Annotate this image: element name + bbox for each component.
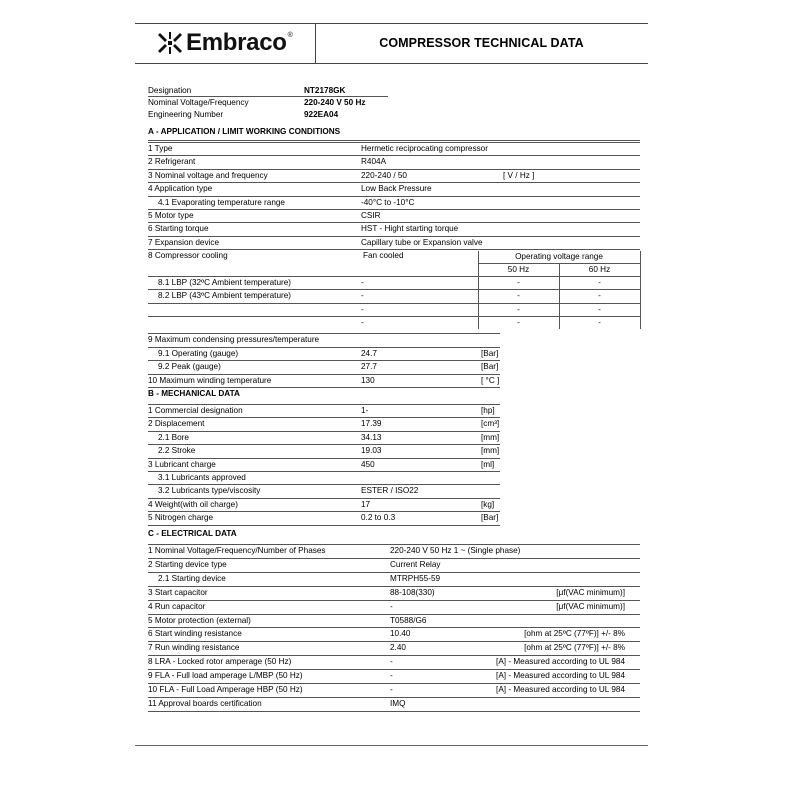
row-rule <box>148 697 640 698</box>
row-label: 9.2 Peak (gauge) <box>158 362 221 372</box>
row-unit: [Bar] <box>481 513 499 523</box>
row-label: 10 FLA - Full Load Amperage HBP (50 Hz) <box>148 685 303 694</box>
row-value: 450 <box>361 459 375 469</box>
row-label: 7 Expansion device <box>148 237 220 247</box>
cooling-row-label: 8.1 LBP (32ºC Ambient temperature) <box>158 277 291 287</box>
row-rule <box>148 683 640 684</box>
cooling-row-50hz: - <box>517 304 520 314</box>
row-rule <box>148 404 500 405</box>
row-value: Low Back Pressure <box>361 184 432 194</box>
row-rule <box>148 484 500 485</box>
row-label: 4 Application type <box>148 184 213 194</box>
row-unit: [A] - Measured according to UL 984 <box>496 657 625 667</box>
row-label: 1 Commercial designation <box>148 406 243 415</box>
row-unit: [ohm at 25ºC (77ºF)] +/- 8% <box>524 643 625 653</box>
row-rule <box>148 155 640 156</box>
row-rule <box>148 444 500 445</box>
row-label: 6 Start winding resistance <box>148 629 242 639</box>
row-rule <box>148 572 640 573</box>
row-label: 8 LRA - Locked rotor amperage (50 Hz) <box>148 657 292 667</box>
row-rule <box>148 586 640 587</box>
row-value: 10.40 <box>390 629 411 639</box>
section-b-title: B - MECHANICAL DATA <box>148 389 240 398</box>
row-value: - <box>390 671 393 681</box>
row-label: 2 Refrigerant <box>148 157 196 167</box>
row-label: 9 FLA - Full load amperage L/MBP (50 Hz) <box>148 671 303 681</box>
row-label: 3 Nominal voltage and frequency <box>148 170 268 180</box>
cooling-row-60hz: - <box>598 317 601 327</box>
info-rule <box>148 96 388 97</box>
row-value: 220-240 / 50 <box>361 170 407 180</box>
cooling-row-50hz: - <box>517 277 520 287</box>
row-value: 2.40 <box>390 643 406 653</box>
row-unit: [mm] <box>481 432 500 442</box>
cooling-row-60hz: - <box>598 291 601 301</box>
row-value: - <box>390 601 393 611</box>
row-label: 2.1 Bore <box>158 432 189 442</box>
row-value: Capillary tube or Expansion valve <box>361 237 483 247</box>
row-value: CSIR <box>361 211 381 220</box>
section-c-title: C - ELECTRICAL DATA <box>148 529 237 538</box>
row-value: 19.03 <box>361 446 382 456</box>
row-rule <box>148 333 500 334</box>
row-rule <box>148 498 500 499</box>
designation-label: Designation <box>148 86 192 95</box>
row-unit: [ V / Hz ] <box>503 170 535 180</box>
row-rule <box>148 711 640 712</box>
row-value: 130 <box>361 375 375 385</box>
cooling-row-value: - <box>361 291 364 301</box>
row-value: 220-240 V 50 Hz 1 ~ (Single phase) <box>390 546 521 555</box>
row-rule <box>148 627 640 628</box>
header-bottom-rule <box>135 63 648 64</box>
row-label: 6 Starting torque <box>148 224 209 234</box>
row-label: 2 Displacement <box>148 419 205 429</box>
cooling-row-label: 8.2 LBP (43ºC Ambient temperature) <box>158 291 291 301</box>
row-unit: [ml] <box>481 459 495 469</box>
row-rule <box>148 471 500 472</box>
row-rule <box>148 641 640 642</box>
brand-name: Embraco <box>186 29 287 56</box>
row-rule <box>148 249 640 250</box>
row-label: 2.1 Starting device <box>158 573 226 583</box>
cooling-row-rule <box>148 276 640 277</box>
row-label: 1 Type <box>148 144 173 153</box>
embraco-logo <box>158 26 293 60</box>
row-rule <box>148 544 640 545</box>
operating-voltage-range-header: Operating voltage range <box>515 252 603 261</box>
row-rule <box>148 600 640 601</box>
row-value: ESTER / ISO22 <box>361 486 419 496</box>
row-label: 10 Maximum winding temperature <box>148 375 272 385</box>
cooling-row-value: - <box>361 304 364 314</box>
row-rule <box>148 558 640 559</box>
row-rule <box>148 222 640 223</box>
row-rule <box>148 209 640 210</box>
row-label: 2 Starting device type <box>148 559 227 569</box>
cooling-row-rule <box>148 303 640 304</box>
row-value: 0.2 to 0.3 <box>361 513 396 523</box>
row-rule <box>148 614 640 615</box>
row-value: R404A <box>361 157 387 167</box>
row-unit: [Bar] <box>481 362 499 372</box>
row-unit: [Bar] <box>481 348 499 358</box>
cooling-value: Fan cooled <box>363 251 404 261</box>
row-rule <box>148 374 500 375</box>
row-value: - <box>390 657 393 667</box>
row-label: 4.1 Evaporating temperature range <box>158 197 285 207</box>
row-value: T0588/G6 <box>390 615 427 625</box>
col-60hz-header: 60 Hz <box>588 265 611 274</box>
cooling-row-60hz: - <box>598 304 601 314</box>
row-unit: [A] - Measured according to UL 984 <box>496 685 625 694</box>
col-50hz-header: 50 Hz <box>507 265 530 274</box>
row-label: 3 Start capacitor <box>148 587 208 597</box>
footer-rule <box>135 745 648 746</box>
cooling-label: 8 Compressor cooling <box>148 251 228 261</box>
row-label: 11 Approval boards certification <box>148 698 262 708</box>
cooling-row-value: - <box>361 317 364 327</box>
row-rule <box>148 655 640 656</box>
row-value: MTRPH55-59 <box>390 573 441 583</box>
engineering-number-label: Engineering Number <box>148 110 224 119</box>
row-value: 24.7 <box>361 348 377 358</box>
row-rule <box>148 387 500 388</box>
row-label: 4 Weight(with oil charge) <box>148 499 238 509</box>
row-rule <box>148 142 640 143</box>
row-value: - <box>390 685 393 694</box>
row-rule <box>148 169 640 170</box>
row-rule <box>148 196 640 197</box>
row-rule <box>148 511 500 512</box>
row-value: 1- <box>361 406 369 415</box>
embraco-logo-icon <box>158 32 182 54</box>
row-rule <box>148 347 500 348</box>
row-unit: [ °C ] <box>481 375 500 385</box>
nominal-voltage-label: Nominal Voltage/Frequency <box>148 98 249 107</box>
row-value: IMQ <box>390 698 406 708</box>
row-label: 5 Motor protection (external) <box>148 615 251 625</box>
cooling-row-50hz: - <box>517 317 520 327</box>
row-rule <box>148 360 500 361</box>
row-label: 5 Motor type <box>148 211 194 220</box>
row-rule <box>148 525 500 526</box>
row-label: 3.2 Lubricants type/viscosity <box>158 486 261 496</box>
row-unit: [μf(VAC minimum)] <box>556 587 625 597</box>
row-value: 88-108(330) <box>390 587 435 597</box>
row-rule <box>148 669 640 670</box>
row-unit: [ohm at 25ºC (77ºF)] +/- 8% <box>524 629 625 639</box>
row-rule <box>148 458 500 459</box>
cooling-range-header-rule <box>478 263 640 264</box>
row-label: 7 Run winding resistance <box>148 643 240 653</box>
row-value: 17 <box>361 499 371 509</box>
document-title: COMPRESSOR TECHNICAL DATA <box>379 36 584 50</box>
cooling-row-rule <box>148 316 640 317</box>
cooling-table-right-border <box>640 251 641 329</box>
row-value: -40°C to -10°C <box>361 197 415 207</box>
row-value: HST - Hight starting torque <box>361 224 459 234</box>
row-unit: [cm³] <box>481 419 500 429</box>
row-label: 1 Nominal Voltage/Frequency/Number of Phases <box>148 546 326 555</box>
row-rule <box>148 417 500 418</box>
row-label: 4 Run capacitor <box>148 601 206 611</box>
section-a-title: A - APPLICATION / LIMIT WORKING CONDITIONS <box>148 127 341 136</box>
row-rule <box>148 236 640 237</box>
row-unit: [kg] <box>481 499 495 509</box>
row-value: 34.13 <box>361 432 382 442</box>
row-unit: [A] - Measured according to UL 984 <box>496 671 625 681</box>
row-value: 27.7 <box>361 362 377 372</box>
row-value: 17.39 <box>361 419 382 429</box>
row-rule <box>148 431 500 432</box>
registered-mark: ® <box>287 31 293 39</box>
row-label: 3.1 Lubricants approved <box>158 473 246 482</box>
row-value: Hermetic reciprocating compressor <box>361 144 488 153</box>
row-label: 9.1 Operating (gauge) <box>158 348 239 358</box>
row-label: 9 Maximum condensing pressures/temperature <box>148 335 320 345</box>
section-a-rule <box>148 140 640 141</box>
engineering-number-value: 922EA04 <box>304 110 339 119</box>
row-rule <box>148 182 640 183</box>
row-unit: [hp] <box>481 406 495 415</box>
cooling-row-50hz: - <box>517 291 520 301</box>
cooling-row-60hz: - <box>598 277 601 287</box>
cooling-row-value: - <box>361 277 364 287</box>
row-unit: [μf(VAC minimum)] <box>556 601 625 611</box>
row-label: 5 Nitrogen charge <box>148 513 214 523</box>
row-value: Current Relay <box>390 559 441 569</box>
cooling-row-rule <box>148 289 640 290</box>
row-unit: [mm] <box>481 446 500 456</box>
row-label: 3 Lubricant charge <box>148 459 216 469</box>
designation-value: NT2178GK <box>304 86 346 95</box>
nominal-voltage-value: 220-240 V 50 Hz <box>304 98 366 107</box>
row-label: 2.2 Stroke <box>158 446 196 456</box>
